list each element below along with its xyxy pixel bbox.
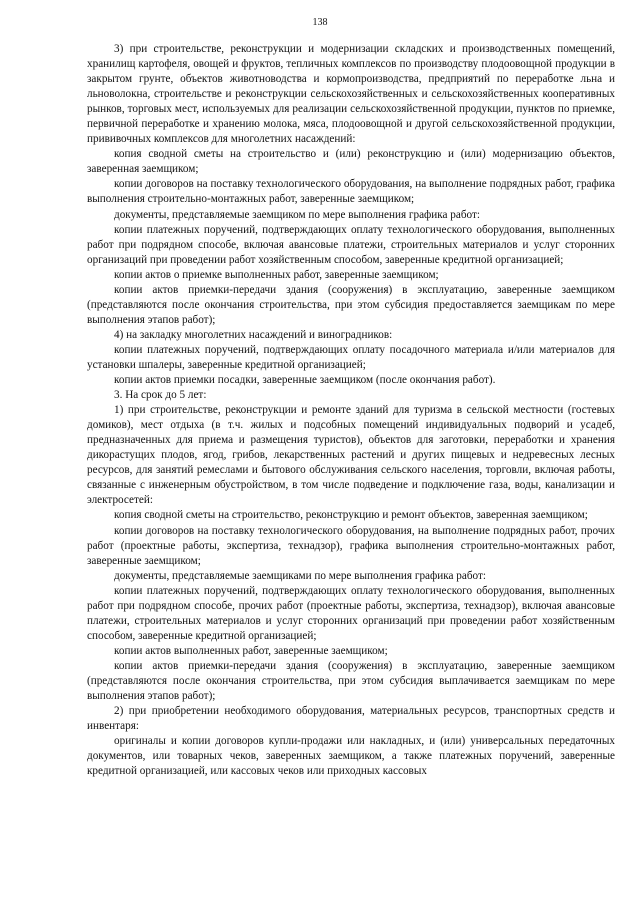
paragraph: копия сводной сметы на строительство, реконструкцию и ремонт объектов, заверенная заемщиком;: [114, 509, 588, 522]
paragraph: 4) на закладку многолетних насаждений и виноградников:: [114, 328, 393, 341]
page-number: 138: [312, 17, 328, 28]
paragraph: документы, представляемые заемщиками по мере выполнения графика работ:: [114, 569, 486, 582]
paragraph: копии актов приемки-передачи здания (сооружения) в эксплуатацию, заверенные заемщиком (представляются после окончания строительства, при этом субсидия выплачивается заемщикам по мере выполнения этапов работ);: [87, 659, 615, 703]
document-body: [87, 42, 615, 779]
paragraph: копии платежных поручений, подтверждающих оплату посадочного материала и/или материалов для установки шпалеры, заверенные кредитной организацией;: [87, 343, 615, 371]
paragraph: 2) при приобретении необходимого оборудования, материальных ресурсов, транспортных средств и инвентаря:: [87, 705, 615, 733]
paragraph: копии актов выполненных работ, заверенные заемщиком;: [114, 644, 388, 657]
paragraph: копия сводной сметы на строительство и (или) реконструкцию и (или) модернизацию объектов, заверенная заемщиком;: [87, 148, 615, 176]
paragraph: документы, представляемые заемщиком по мере выполнения графика работ:: [114, 208, 481, 221]
paragraph: копии платежных поручений, подтверждающих оплату технологического оборудования, выполненных работ при подрядном способе, включая авансовые платежи, строительных материалов и услуг сторонних организаций при проведении работ хозяйственным способом, заверенные кредитной организацией;: [87, 223, 615, 266]
paragraph: копии актов приемки-передачи здания (сооружения) в эксплуатацию, заверенные заемщиком (представляются после окончания строительства, при этом субсидия предоставляется заемщикам по мере выполнения этапов работ);: [87, 283, 615, 326]
paragraph: оригиналы и копии договоров купли-продажи или накладных, и (или) универсальных передаточных документов, или товарных чеков, заверенных заемщиком, а также платежных поручений, заверенные кредитной организацией, или кассовых чеков или приходных кассовых: [87, 735, 615, 778]
paragraph: копии договоров на поставку технологического оборудования, на выполнение подрядных работ, прочих работ (проектные работы, экспертиза, технадзор), графика выполнения строительно-монтажных работ, заверенные заемщиком;: [87, 524, 615, 567]
paragraph: копии актов о приемке выполненных работ, заверенные заемщиком;: [114, 268, 439, 281]
paragraph: копии договоров на поставку технологического оборудования, на выполнение подрядных работ, графика выполнения строительно-монтажных работ, заверенные заемщиком;: [87, 178, 615, 206]
paragraph: копии платежных поручений, подтверждающих оплату технологического оборудования, выполненных работ при подрядном способе, прочих работ (проектные работы, экспертиза, технадзор), включая авансовые платежи, строительных материалов и услуг сторонних организаций при проведении работ хозяйственным способом, заверенные кредитной организацией;: [87, 584, 615, 642]
paragraph: 3. На срок до 5 лет:: [114, 389, 207, 402]
paragraph: 1) при строительстве, реконструкции и ремонте зданий для туризма в сельской местности (гостевых домиков), мест отдыха (в т.ч. жилых и подсобных помещений индивидуальных подворий и усадеб, предназначенных для приема и размещения туристов), объектов для заготовки, переработки и хранения дикорастущих плодов, ягод, грибов, лекарственных растений и других пищевых и недревесных лесных ресурсов, для занятий ремеслами и бытового обслуживания сельского населения, торговли, включая работы, связанные с инженерным обустройством, в том числе подведение и подключение газа, воды, канализации и электросетей:: [87, 404, 615, 507]
paragraph: 3) при строительстве, реконструкции и модернизации складских и производственных помещений, хранилищ картофеля, овощей и фруктов, тепличных комплексов по производству плодоовощной продукции в закрытом грунте, объектов животноводства и кормопроизводства, предприятий по переработке льна и льноволокна, строительстве и реконструкции сельскохозяйственных и сельскохозяйственных кооперативных рынков, торговых мест, используемых для реализации сельскохозяйственной продукции, пунктов по приемке, первичной переработке и хранению молока, мяса, плодоовощной и другой сельскохозяйственной продукции, прививочных комплексов для многолетних насаждений:: [87, 43, 615, 146]
paragraph: копии актов приемки посадки, заверенные заемщиком (после окончания работ).: [114, 374, 496, 387]
